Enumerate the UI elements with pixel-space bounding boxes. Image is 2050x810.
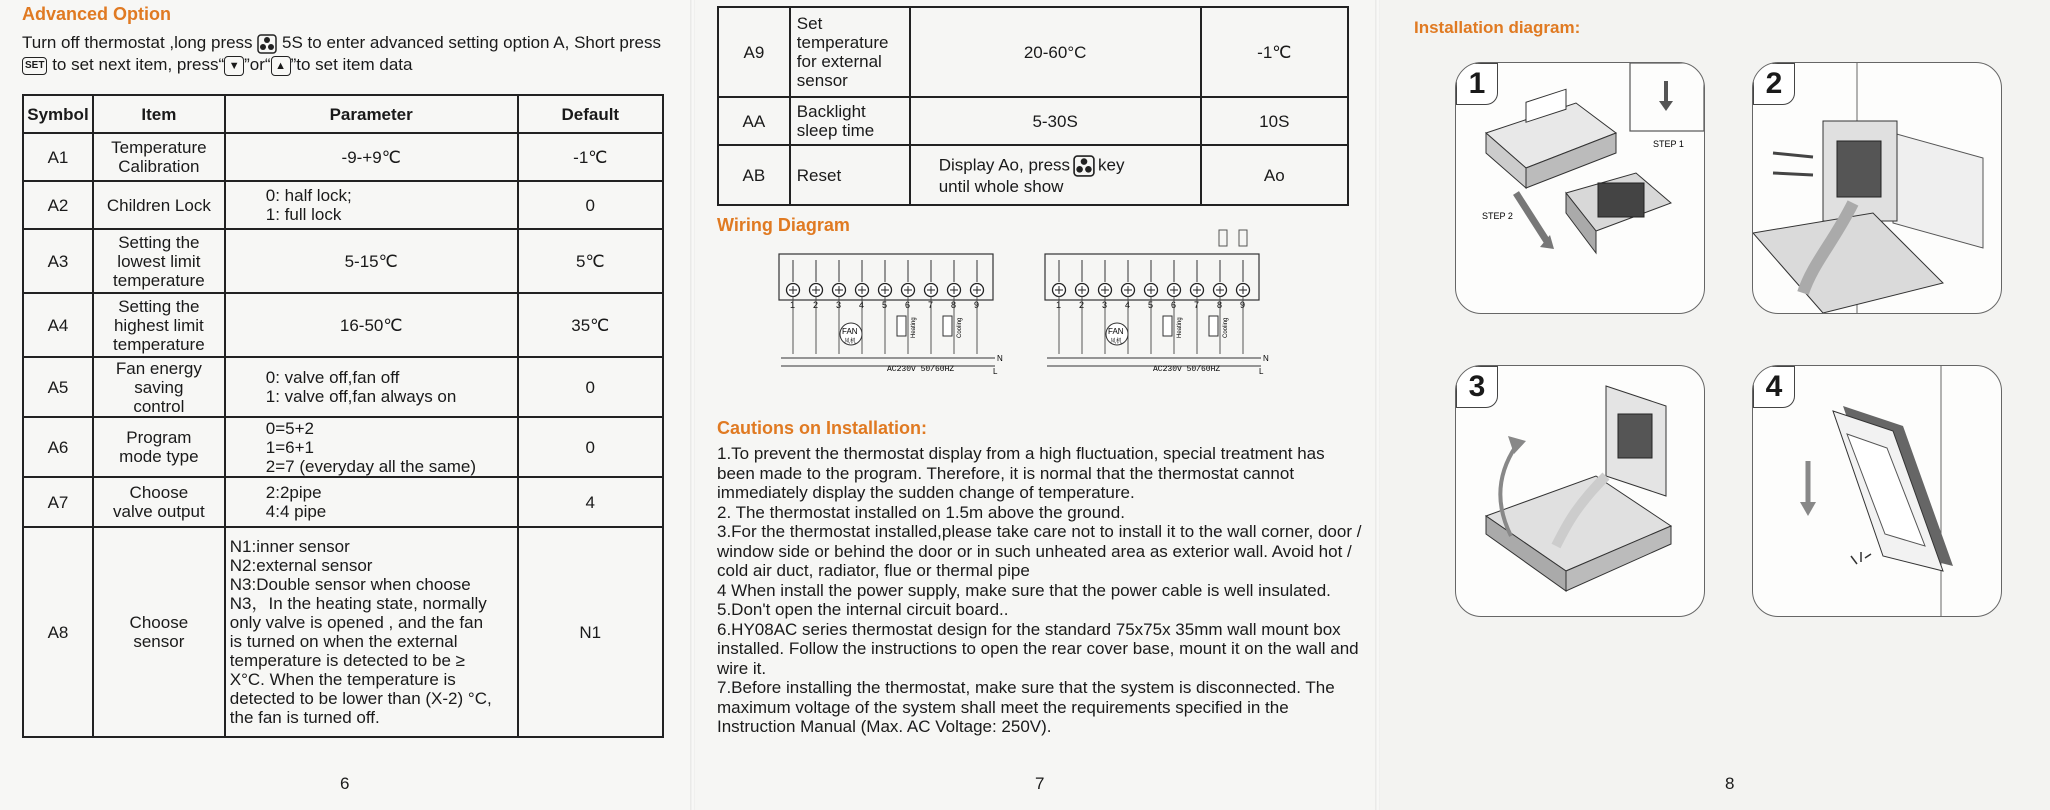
item-line: for external <box>796 52 882 71</box>
fan-key-icon <box>1073 155 1095 177</box>
wiring-diagram-title: Wiring Diagram <box>717 215 850 235</box>
live-label: L <box>993 367 998 376</box>
item-line: mode type <box>119 447 199 466</box>
reset-text: Display Ao, press <box>938 154 1071 174</box>
cell-item <box>93 527 225 737</box>
item-line: temperature <box>113 334 205 354</box>
cell-parameter <box>910 7 1201 97</box>
step-2-label: STEP 2 <box>1482 211 1513 221</box>
header-parameter: Parameter <box>225 95 518 133</box>
item-line: sleep time <box>796 121 875 140</box>
item-line: lowest limit <box>117 251 201 271</box>
parameter-line: only valve is opened , and the fan <box>229 613 484 632</box>
cautions-list <box>717 444 1367 737</box>
item-line: Temperature <box>111 138 207 157</box>
down-arrow-key-icon: ▼ <box>224 56 244 76</box>
neutral-label: N <box>1263 354 1269 363</box>
terminal-number: 1 <box>790 300 796 310</box>
parameter-line: 2:2pipe <box>265 483 322 502</box>
cell-item <box>93 133 225 181</box>
step-number: 2 <box>1753 63 1795 105</box>
advanced-option-title: Advanced Option <box>22 4 172 24</box>
cell-symbol: A5 <box>23 357 93 417</box>
cell-item <box>93 417 225 477</box>
parameter-line: 5-30S <box>1032 111 1078 131</box>
installation-diagram-title: Installation diagram: <box>1414 18 1581 37</box>
parameter-line: 0: half lock; <box>265 186 352 205</box>
item-line: temperature <box>113 270 205 290</box>
parameter-line: 4:4 pipe <box>265 502 327 521</box>
terminal-number: 7 <box>1194 300 1200 310</box>
sensor-terminal <box>1219 230 1227 246</box>
step-number: 4 <box>1753 366 1795 408</box>
cell-parameter <box>225 133 518 181</box>
terminal-number: 7 <box>928 300 934 310</box>
fan-label: FAN <box>842 327 858 336</box>
install-step-2-panel <box>1752 62 2002 314</box>
terminal-number: 4 <box>1125 300 1131 310</box>
parameter-line: N1:inner sensor <box>229 537 350 556</box>
cell-parameter <box>225 417 518 477</box>
table-header-row <box>23 95 663 133</box>
cell-symbol: A8 <box>23 527 93 737</box>
cell-symbol: A7 <box>23 477 93 527</box>
cell-parameter <box>910 145 1201 205</box>
terminal-number: 2 <box>1079 300 1085 310</box>
parameter-line: 1=6+1 <box>265 437 314 457</box>
cell-default: 0 <box>518 181 663 229</box>
cell-parameter <box>225 527 518 737</box>
header-symbol: Symbol <box>23 95 93 133</box>
caution-item: 6.HY08AC series thermostat design for the standard 75x75x 35mm wall mount box installed. Follow the instructions to open the rear cover base, mount it on the wall and wire it. <box>717 619 1359 678</box>
table-row <box>23 229 663 293</box>
item-line: Reset <box>796 165 842 185</box>
item-line: Fan energy <box>115 358 202 378</box>
fan-label: FAN <box>1108 327 1124 336</box>
terminal-number: 4 <box>859 300 865 310</box>
cell-parameter <box>910 97 1201 145</box>
parameter-line: 0=5+2 <box>265 418 314 438</box>
cell-default: 35℃ <box>518 293 663 357</box>
cell-item <box>93 293 225 357</box>
cell-parameter <box>225 229 518 293</box>
item-line: Choose <box>129 613 189 632</box>
item-line: Backlight <box>796 102 866 121</box>
header-item: Item <box>93 95 225 133</box>
terminal-number: 5 <box>1148 300 1154 310</box>
parameter-line: 16-50℃ <box>339 315 403 335</box>
parameter-line <box>939 155 1196 177</box>
item-line: saving <box>134 377 184 397</box>
cell-symbol: A9 <box>718 7 790 97</box>
page-number: 6 <box>340 774 350 793</box>
item-line: Set <box>796 14 823 33</box>
cell-default: 4 <box>518 477 663 527</box>
cell-symbol: A1 <box>23 133 93 181</box>
item-line: Calibration <box>118 157 200 176</box>
item-line: control <box>133 396 185 416</box>
cell-symbol: AB <box>718 145 790 205</box>
page-number: 8 <box>1725 774 1735 793</box>
item-line: Setting the <box>118 296 200 316</box>
cell-item <box>93 229 225 293</box>
terminal-number: 9 <box>974 300 980 310</box>
cell-default: N1 <box>518 527 663 737</box>
caution-item: 5.Don't open the internal circuit board.. <box>717 600 1009 619</box>
heating-label: Heating <box>911 317 917 338</box>
terminal-number: 6 <box>905 300 911 310</box>
page-6 <box>0 0 690 810</box>
caution-item: 7.Before installing the thermostat, make sure that the system is disconnected. The maximum voltage of the system shall meet the requirements specified in the Instruction Manual (Max. AC Voltage: 250V). <box>717 678 1335 736</box>
item-line: temperature <box>796 33 889 52</box>
table-row <box>718 145 1348 205</box>
terminal-number: 6 <box>1171 300 1177 310</box>
heating-valve <box>897 316 906 336</box>
parameter-line: the fan is turned off. <box>229 708 380 727</box>
cell-parameter <box>225 357 518 417</box>
install-step-4-panel <box>1752 365 2002 617</box>
parameter-line: 1: valve off,fan always on <box>265 387 457 406</box>
terminal-number: 3 <box>1102 300 1108 310</box>
parameter-line: 20-60°C <box>1023 42 1087 62</box>
cell-default: -1℃ <box>1201 7 1348 97</box>
advanced-option-table-continued <box>717 6 1349 206</box>
table-row <box>23 357 663 417</box>
item-line: sensor <box>796 71 848 90</box>
item-line: valve output <box>113 502 205 521</box>
cooling-valve <box>1209 316 1218 336</box>
cell-symbol: A2 <box>23 181 93 229</box>
table-row <box>23 293 663 357</box>
terminal-number: 5 <box>882 300 888 310</box>
cell-symbol: AA <box>718 97 790 145</box>
advanced-option-intro: Turn off thermostat ,long press 5S to enter advanced setting option A, Short press SET to set next item, press“ ▼ ”or“ ▲ ”to set item data <box>22 33 661 74</box>
cell-item <box>93 181 225 229</box>
parameter-line: 0: valve off,fan off <box>265 368 400 387</box>
table-row <box>23 477 663 527</box>
cell-default: 0 <box>518 417 663 477</box>
table-row <box>23 527 663 737</box>
cell-default: 0 <box>518 357 663 417</box>
parameter-line: N3:Double sensor when choose <box>229 575 471 594</box>
page-7 <box>695 0 1375 810</box>
terminal-number: 2 <box>813 300 819 310</box>
parameter-line: N3，In the heating state, normally <box>229 594 487 613</box>
terminal-number: 9 <box>1240 300 1246 310</box>
parameter-line: -9-+9℃ <box>341 147 401 167</box>
step-number: 1 <box>1456 63 1498 105</box>
cell-symbol: A3 <box>23 229 93 293</box>
wiring-diagram-2pipe <box>775 250 1007 416</box>
cell-parameter <box>225 293 518 357</box>
cell-item <box>790 7 910 97</box>
cell-default: 5℃ <box>518 229 663 293</box>
heating-valve <box>1163 316 1172 336</box>
parameter-line: is turned on when the external <box>229 632 458 651</box>
install-step-1-panel <box>1455 62 1705 314</box>
table-row <box>718 97 1348 145</box>
item-line: Children Lock <box>106 195 211 215</box>
table-row <box>23 181 663 229</box>
live-label: L <box>1259 367 1264 376</box>
heating-label: Heating <box>1177 317 1183 338</box>
cooling-valve <box>943 316 952 336</box>
parameter-line: 5-15℃ <box>344 251 398 271</box>
up-arrow-key-icon: ▲ <box>271 56 291 76</box>
table-row <box>23 417 663 477</box>
caution-item: 1.To prevent the thermostat display from a high fluctuation, special treatment has been made to the program. Therefore, it is normal that the thermostat cannot immediately display the sudden change of temperature. <box>717 444 1325 502</box>
caution-item: 2. The thermostat installed on 1.5m above the ground. <box>717 502 1125 522</box>
cell-item <box>790 145 910 205</box>
step-1-label: STEP 1 <box>1653 139 1684 149</box>
caution-item: 4 When install the power supply, make sure that the power cable is well insulated. <box>717 580 1331 600</box>
set-key-icon: SET <box>22 57 47 75</box>
cell-parameter <box>225 477 518 527</box>
item-line: sensor <box>133 632 185 651</box>
parameter-line: 2=7 (everyday all the same) <box>265 456 477 476</box>
power-label: AC230v 50/60HZ <box>887 365 955 374</box>
cell-default: 10S <box>1201 97 1348 145</box>
terminal-number: 8 <box>951 300 957 310</box>
parameter-line: N2:external sensor <box>229 556 373 575</box>
cell-parameter <box>225 181 518 229</box>
fan-key-icon <box>257 34 277 54</box>
cooling-label: Cooling <box>1223 317 1229 338</box>
header-default: Default <box>518 95 663 133</box>
step-number: 3 <box>1456 366 1498 408</box>
parameter-line: X°C. When the temperature is <box>229 670 456 689</box>
fan-label-cn: 风机 <box>844 339 857 345</box>
cell-item <box>93 357 225 417</box>
wiring-diagram-4pipe <box>1041 228 1281 416</box>
cautions-title: Cautions on Installation: <box>717 418 927 438</box>
terminal-number: 3 <box>836 300 842 310</box>
sensor-terminal <box>1239 230 1247 246</box>
neutral-label: N <box>997 354 1003 363</box>
cell-default: -1℃ <box>518 133 663 181</box>
advanced-option-table <box>22 94 664 738</box>
fan-label-cn: 风机 <box>1110 339 1123 345</box>
parameter-line: temperature is detected to be ≥ <box>229 651 465 670</box>
table-row <box>718 7 1348 97</box>
page-number: 7 <box>1035 774 1045 793</box>
cooling-label: Cooling <box>957 317 963 338</box>
terminal-number: 8 <box>1217 300 1223 310</box>
terminal-number: 1 <box>1056 300 1062 310</box>
cell-item <box>93 477 225 527</box>
parameter-line: 1: full lock <box>265 205 342 224</box>
item-line: highest limit <box>113 315 204 335</box>
item-line: Setting the <box>118 232 200 252</box>
cell-symbol: A6 <box>23 417 93 477</box>
item-line: Choose <box>129 483 189 502</box>
reset-key-text: key <box>1098 154 1125 174</box>
power-label: AC230v 50/60HZ <box>1153 365 1221 374</box>
item-line: Program <box>126 428 192 447</box>
parameter-line: until whole show <box>938 176 1064 196</box>
cell-default: Ao <box>1201 145 1348 205</box>
cell-item <box>790 97 910 145</box>
table-row <box>23 133 663 181</box>
parameter-line: detected to be lower than (X-2) °C, <box>229 689 492 708</box>
install-step-3-panel <box>1455 365 1705 617</box>
cell-symbol: A4 <box>23 293 93 357</box>
caution-item: 3.For the thermostat installed,please take care not to install it to the wall corner, door / window side or behind the door or in such unheated area as exterior wall. Avoid hot / cold air duct, radiator, flue or thermal pipe <box>717 522 1362 580</box>
page-8 <box>1380 0 2050 810</box>
